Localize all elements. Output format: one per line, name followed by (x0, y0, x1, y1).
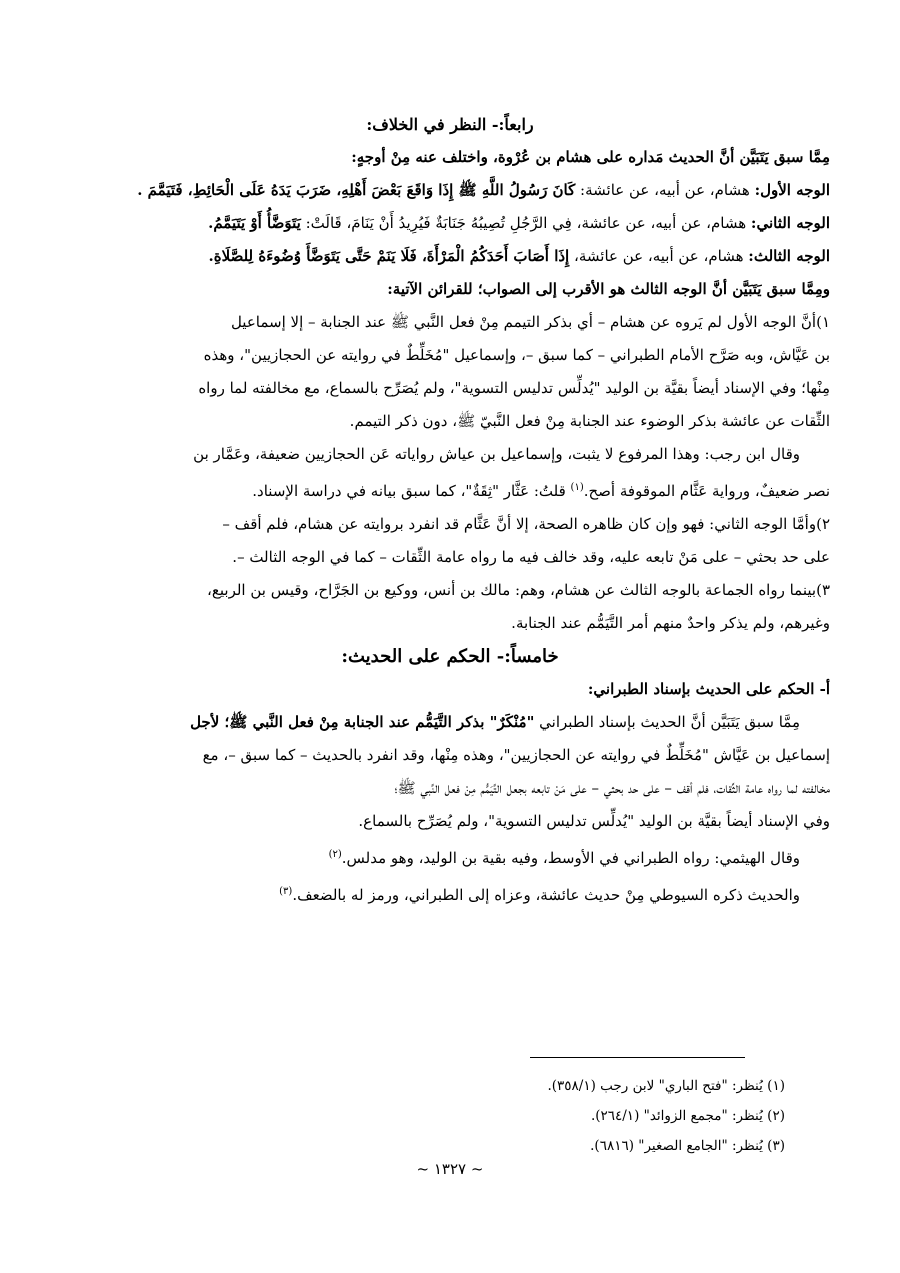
footnote-1: (١) يُنظر: "فتح الباري" لابن رجب (٣٥٨/١). (547, 1078, 785, 1094)
point-1-line-2: بن عَيَّاش، وبه صَرَّح الأمام الطبراني – كما سبق –، وإسماعيل "مُخَلِّطٌ في روايته عن الحجازيين"، وهذه (203, 346, 830, 364)
suyuti-line (70, 875, 830, 912)
footnote-ref-1: (١) (570, 482, 584, 493)
judgment-line-4: وفي الإسناد أيضاً بقيَّة بن الوليد "يُدلِّس تدليس التسوية"، ولم يُصَرِّح بالسماع. (358, 812, 830, 830)
footnote-divider (530, 1057, 745, 1058)
variant-3-text: إِذَا أَصَابَ أَحَدَكُمُ الْمَرْأَةَ، فَلَا يَنَمْ حَتَّى يَتَوَضَّأَ وُضُوءَهُ لِلصَّلَاةِ. (208, 247, 570, 265)
document-body (70, 108, 830, 912)
point-1-line-3: مِنْها؛ وفي الإسناد أيضاً بقيَّة بن الوليد "يُدلِّس تدليس التسوية"، ولم يُصَرِّح بالسماع، مع مخالفته لما رواه (198, 379, 830, 397)
intro-line: مِمَّا سبق يَتَبَيَّن أنَّ الحديث مَداره على هشام بن عُرْوة، واختلف عنه مِنْ أوجهٍ: (351, 148, 830, 166)
point-3-line-2: وغيرهم، ولم يذكر واحدٌ منهم أمر التَّيَمُّم عند الجنابة. (511, 614, 830, 632)
footnote-ref-3: (٣) (279, 886, 293, 897)
haythami-text: وقال الهيثمي: رواه الطبراني في الأوسط، وفيه بقية بن الوليد، وهو مدلس. (341, 849, 800, 867)
section-5-heading: خامساً:- الحكم على الحديث: (341, 646, 559, 667)
point-1-line-1: ١)أنَّ الوجه الأول لم يَروه عن هشام – أي بذكر التيمم مِنْ فعل النَّبي ﷺ عند الجنابة – إلا إسماعيل (230, 313, 830, 331)
ibn-rajab-line-2 (70, 471, 830, 508)
judgment-verdict: "مُنْكَرٌ" بذكر التَّيَمُّم عند الجنابة مِنْ فعل النَّبي ﷺ (229, 713, 535, 731)
variant-1 (70, 174, 830, 207)
judgment-line-3: مخالفته لما رواه عامة الثِّقات، فلم أقف – على حد بحثي – على مَنْ تابعه بجعل التَّيَمُّم مِنْ فعل النَّبي ﷺ؛ (394, 779, 830, 797)
judgment-line-1 (70, 706, 830, 739)
point-1-line-4: الثِّقات عن عائشة بذكر الوضوء عند الجنابة مِنْ فعل النَّبيّ ﷺ، دون ذكر التيمم. (349, 412, 830, 430)
point-2-line-1: ٢)وأمَّا الوجه الثاني: فهو وإن كان ظاهره الصحة، إلا أنَّ عَثَّام قد انفرد بروايته عن هشام، فلم أقف – (222, 515, 830, 533)
variant-2-text: يَتَوَضَّأُ أَوْ يَتَيَمَّمُ. (208, 214, 301, 232)
judgment-intro: مِمَّا سبق يَتَبَيَّن أنَّ الحديث بإسناد الطبراني (534, 713, 800, 731)
ibn-rajab-text: نصر ضعيفٌ، ورواية عَثَّام الموقوفة أصح. (583, 482, 830, 500)
conclusion-line: ومِمَّا سبق يَتَبَيَّن أنَّ الوجه الثالث هو الأقرب إلى الصواب؛ للقرائن الآتية: (387, 280, 830, 298)
point-3-line-1: ٣)بينما رواه الجماعة بالوجه الثالث عن هشام، وهم: مالك بن أنس، ووكيع بن الجَرَّاح، وقيس بن الربيع، (207, 581, 830, 599)
variant-1-label: الوجه الأول: (754, 181, 830, 199)
subsection-heading: أ- الحكم على الحديث بإسناد الطبراني: (587, 680, 830, 698)
footnote-ref-2: (٢) (328, 849, 342, 860)
point-2-line-2: على حد بحثي – على مَنْ تابعه عليه، وقد خالف فيه ما رواه عامة الثِّقات – كما في الوجه الثالث –. (232, 548, 830, 566)
variant-2-chain: هشام، عن أبيه، عن عائشة، فِي الرَّجُلِ تُصِيبُهُ جَنَابَةٌ فَيُرِيدُ أَنْ يَنَامَ، قَالَتْ: (305, 214, 747, 232)
ibn-rajab-line-1: وقال ابن رجب: وهذا المرفوع لا يثبت، وإسماعيل بن عياش رواياته عَن الحجازيين ضعيفة، وعَمَّار بن (193, 445, 800, 463)
section-heading: رابعاً:- النظر في الخلاف: (366, 115, 534, 134)
variant-3-label: الوجه الثالث: (748, 247, 830, 265)
footnote-2: (٢) يُنظر: "مجمع الزوائد" (٢٦٤/١). (590, 1108, 785, 1124)
author-note: قلتُ: عَثَّار "ثِقَةٌ"، كما سبق بيانه في دراسة الإسناد. (252, 482, 571, 500)
variant-2 (70, 207, 830, 240)
suyuti-text: والحديث ذكره السيوطي مِنْ حديث عائشة، وعزاه إلى الطبراني، ورمز له بالضعف. (292, 886, 800, 904)
variant-3-chain: هشام، عن أبيه، عن عائشة، (574, 247, 744, 265)
judgment-line-2: إسماعيل بن عَيَّاش "مُخَلِّطٌ في روايته عن الحجازيين"، وهذه مِنْها، وقد انفرد بالحديث – كما سبق –، مع (202, 746, 830, 764)
variant-1-chain: هشام، عن أبيه، عن عائشة: (580, 181, 750, 199)
variant-3 (70, 240, 830, 273)
variant-1-text: كَانَ رَسُولُ اللَّهِ ﷺ إِذَا وَاقَعَ بَعْضَ أَهْلِهِ، ضَرَبَ يَدَهُ عَلَى الْحَائِطِ، فَتَيَمَّمَ . (137, 181, 576, 199)
footnote-3: (٣) يُنظر: "الجامع الصغير" (٦٨١٦). (590, 1138, 785, 1154)
haythami-line (70, 838, 830, 875)
page-number: ~ ١٣٢٧ ~ (416, 1160, 484, 1178)
variant-2-label: الوجه الثاني: (750, 214, 830, 232)
judgment-reason: ؛ لأجل (190, 713, 230, 731)
